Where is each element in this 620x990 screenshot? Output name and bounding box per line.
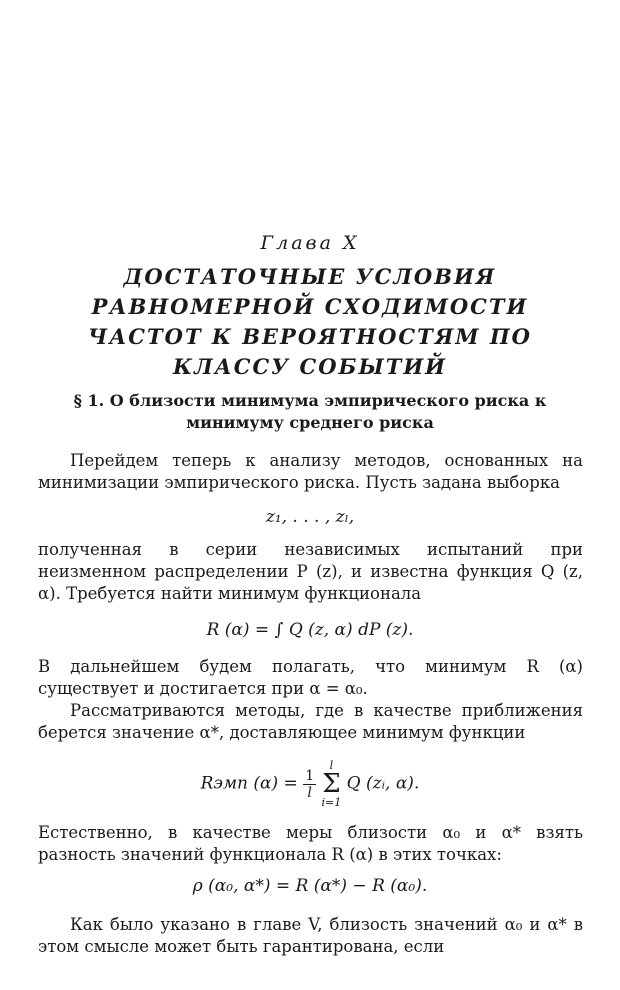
- summation-lower: i=1: [321, 796, 342, 809]
- summation-upper: l: [329, 759, 334, 772]
- fraction-denominator: l: [307, 784, 312, 801]
- paragraph-1: Перейдем теперь к анализу методов, основанных на минимизации эмпирического риска. Пусть задана выборка: [38, 451, 583, 492]
- paragraph-6: Как было указано в главе V, близость значений α₀ и α* в этом смысле может быть гарантирована, если: [38, 915, 583, 956]
- summation: [322, 760, 342, 808]
- chapter-label: Глава X: [260, 232, 360, 254]
- section-title: § 1. О близости минимума эмпирического риска к минимуму среднего риска: [73, 391, 547, 432]
- formula-sample: z₁, . . . , zₗ,: [265, 507, 355, 527]
- paragraph-4: Рассматриваются методы, где в качестве приближения берется значение α*, доставляющее минимум функции: [38, 701, 583, 742]
- formula-empirical-left: Rэмп (α) =: [200, 773, 298, 794]
- formula-functional: R (α) = ∫ Q (z, α) dP (z).: [206, 620, 414, 640]
- paragraph-5: Естественно, в качестве меры близости α₀ и α* взять разность значений функционала R (α) в этих точках:: [38, 823, 583, 864]
- paragraph-3: В дальнейшем будем полагать, что минимум R (α) существует и достигается при α = α₀.: [38, 657, 583, 698]
- formula-empirical-right: Q (zᵢ, α).: [346, 773, 420, 794]
- chapter-title: ДОСТАТОЧНЫЕ УСЛОВИЯ РАВНОМЕРНОЙ СХОДИМОСТИ ЧАСТОТ К ВЕРОЯТНОСТЯМ ПО КЛАССУ СОБЫТИЙ: [88, 264, 532, 379]
- formula-rho: ρ (α₀, α*) = R (α*) − R (α₀).: [192, 876, 428, 896]
- formula-empirical-risk: [0, 760, 620, 808]
- fraction-numerator: 1: [305, 767, 315, 784]
- summation-symbol: Σ: [322, 769, 341, 799]
- paragraph-2: полученная в серии независимых испытаний при неизменном распределении P (z), и известна функция Q (z, α). Требуется найти минимум функционала: [38, 540, 583, 603]
- fraction: [303, 768, 316, 801]
